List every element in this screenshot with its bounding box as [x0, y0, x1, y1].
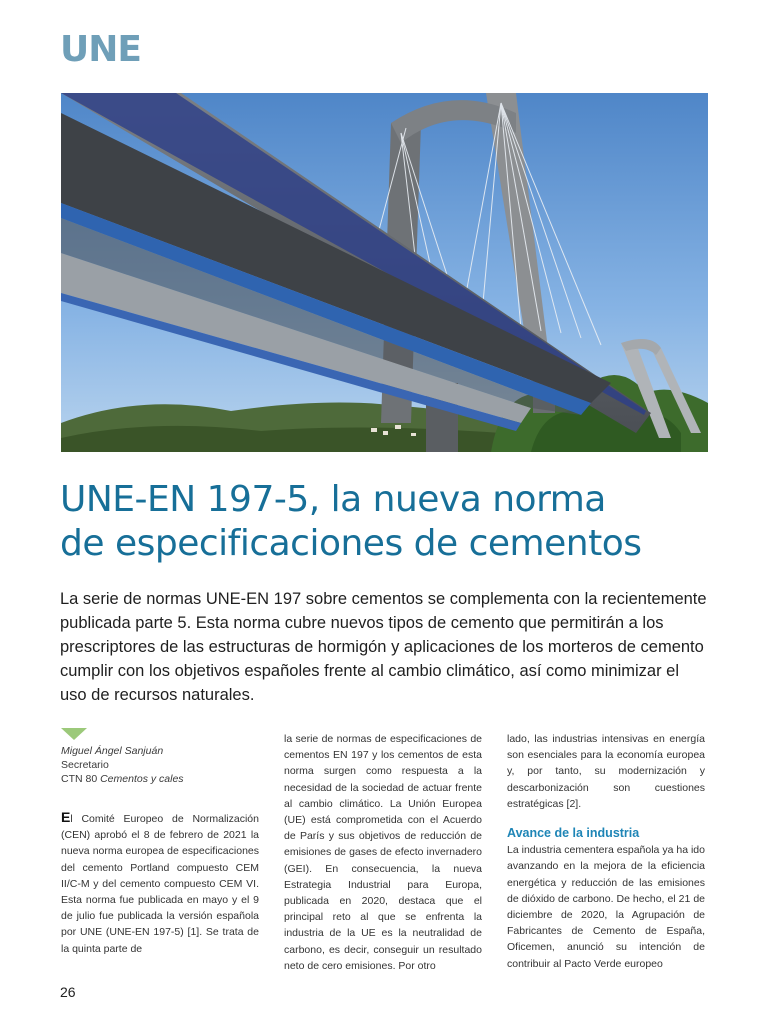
body-column-1: [61, 809, 259, 957]
body-column-2: [284, 731, 482, 974]
column-1-text: [61, 809, 259, 957]
body-column-3: [507, 731, 705, 972]
article-headline: [60, 478, 720, 566]
bridge-photo: [61, 93, 708, 452]
triangle-marker-icon: [61, 728, 87, 740]
headline-line-2: de especificaciones de cementos: [60, 523, 642, 564]
committee-code: CTN 80: [61, 773, 101, 785]
column-1-body: l Comité Europeo de Normalización (CEN) aprobó el 8 de febrero de 2021 la nueva norma europea de especificaciones del cemento Portland compuesto CEM II/C-M y del cemento compuesto CEM VI. Esta norma fue publicada en mayo y el 9 de julio fue publicada la versión española por UNE (UNE-EN 197-5) [1]. Se trata de la quinta parte de: [61, 813, 259, 955]
committee-name: Cementos y cales: [100, 773, 184, 785]
column-3-text-2: La industria cementera española ya ha ido avanzando en la mejora de la eficiencia energética y reducción de las emisiones de dióxido de carbono. De hecho, el 21 de diciembre de 2020, la Agrupación de Fabricantes de Cemento de España, Oficemen, anunció su intención de contribuir al Pacto Verde europeo: [507, 844, 705, 970]
une-logo: UNE: [60, 29, 141, 70]
headline-line-1: UNE-EN 197-5, la nueva norma: [60, 479, 606, 520]
column-2-text: la serie de normas de especificaciones de cementos EN 197 y los cementos de esta norma surgen como respuesta a la necesidad de la sociedad de actuar frente al cambio climático. La Unión Europea (UE) está comprometida con el Acuerdo de París y sus objetivos de reducción de emisiones de gases de efecto invernadero (GEI). En consecuencia, la nueva Estrategia Industrial para Europa, publicada en 2020, destaca que el principal reto al que se enfrenta la industria de la UE es la neutralidad de carbono, es decir, conseguir un resultado neto de cero emisiones. Por otro: [284, 733, 482, 972]
section-subheading: Avance de la industria: [507, 826, 640, 841]
author-committee: [61, 772, 261, 786]
author-role: Secretario: [61, 759, 109, 771]
column-3-text-1: lado, las industrias intensivas en energía son esenciales para la economía europea y, por tanto, su modernización y descarbonización son cuestiones estratégicas [2].: [507, 733, 705, 810]
lead-paragraph: La serie de normas UNE-EN 197 sobre cementos se complementa con la recientemente publicada parte 5. Esta norma cubre nuevos tipos de cemento que permitirán a los prescriptores de las estructuras de hormigón y aplicaciones de los morteros de cemento cumplir con los objetivos españoles frente al cambio climático, así como minimizar el uso de recursos naturales.: [60, 590, 707, 704]
author-byline: [61, 744, 261, 786]
dropcap: E: [61, 809, 71, 825]
author-name: Miguel Ángel Sanjuán: [61, 745, 164, 757]
page-number: 26: [60, 984, 76, 1000]
